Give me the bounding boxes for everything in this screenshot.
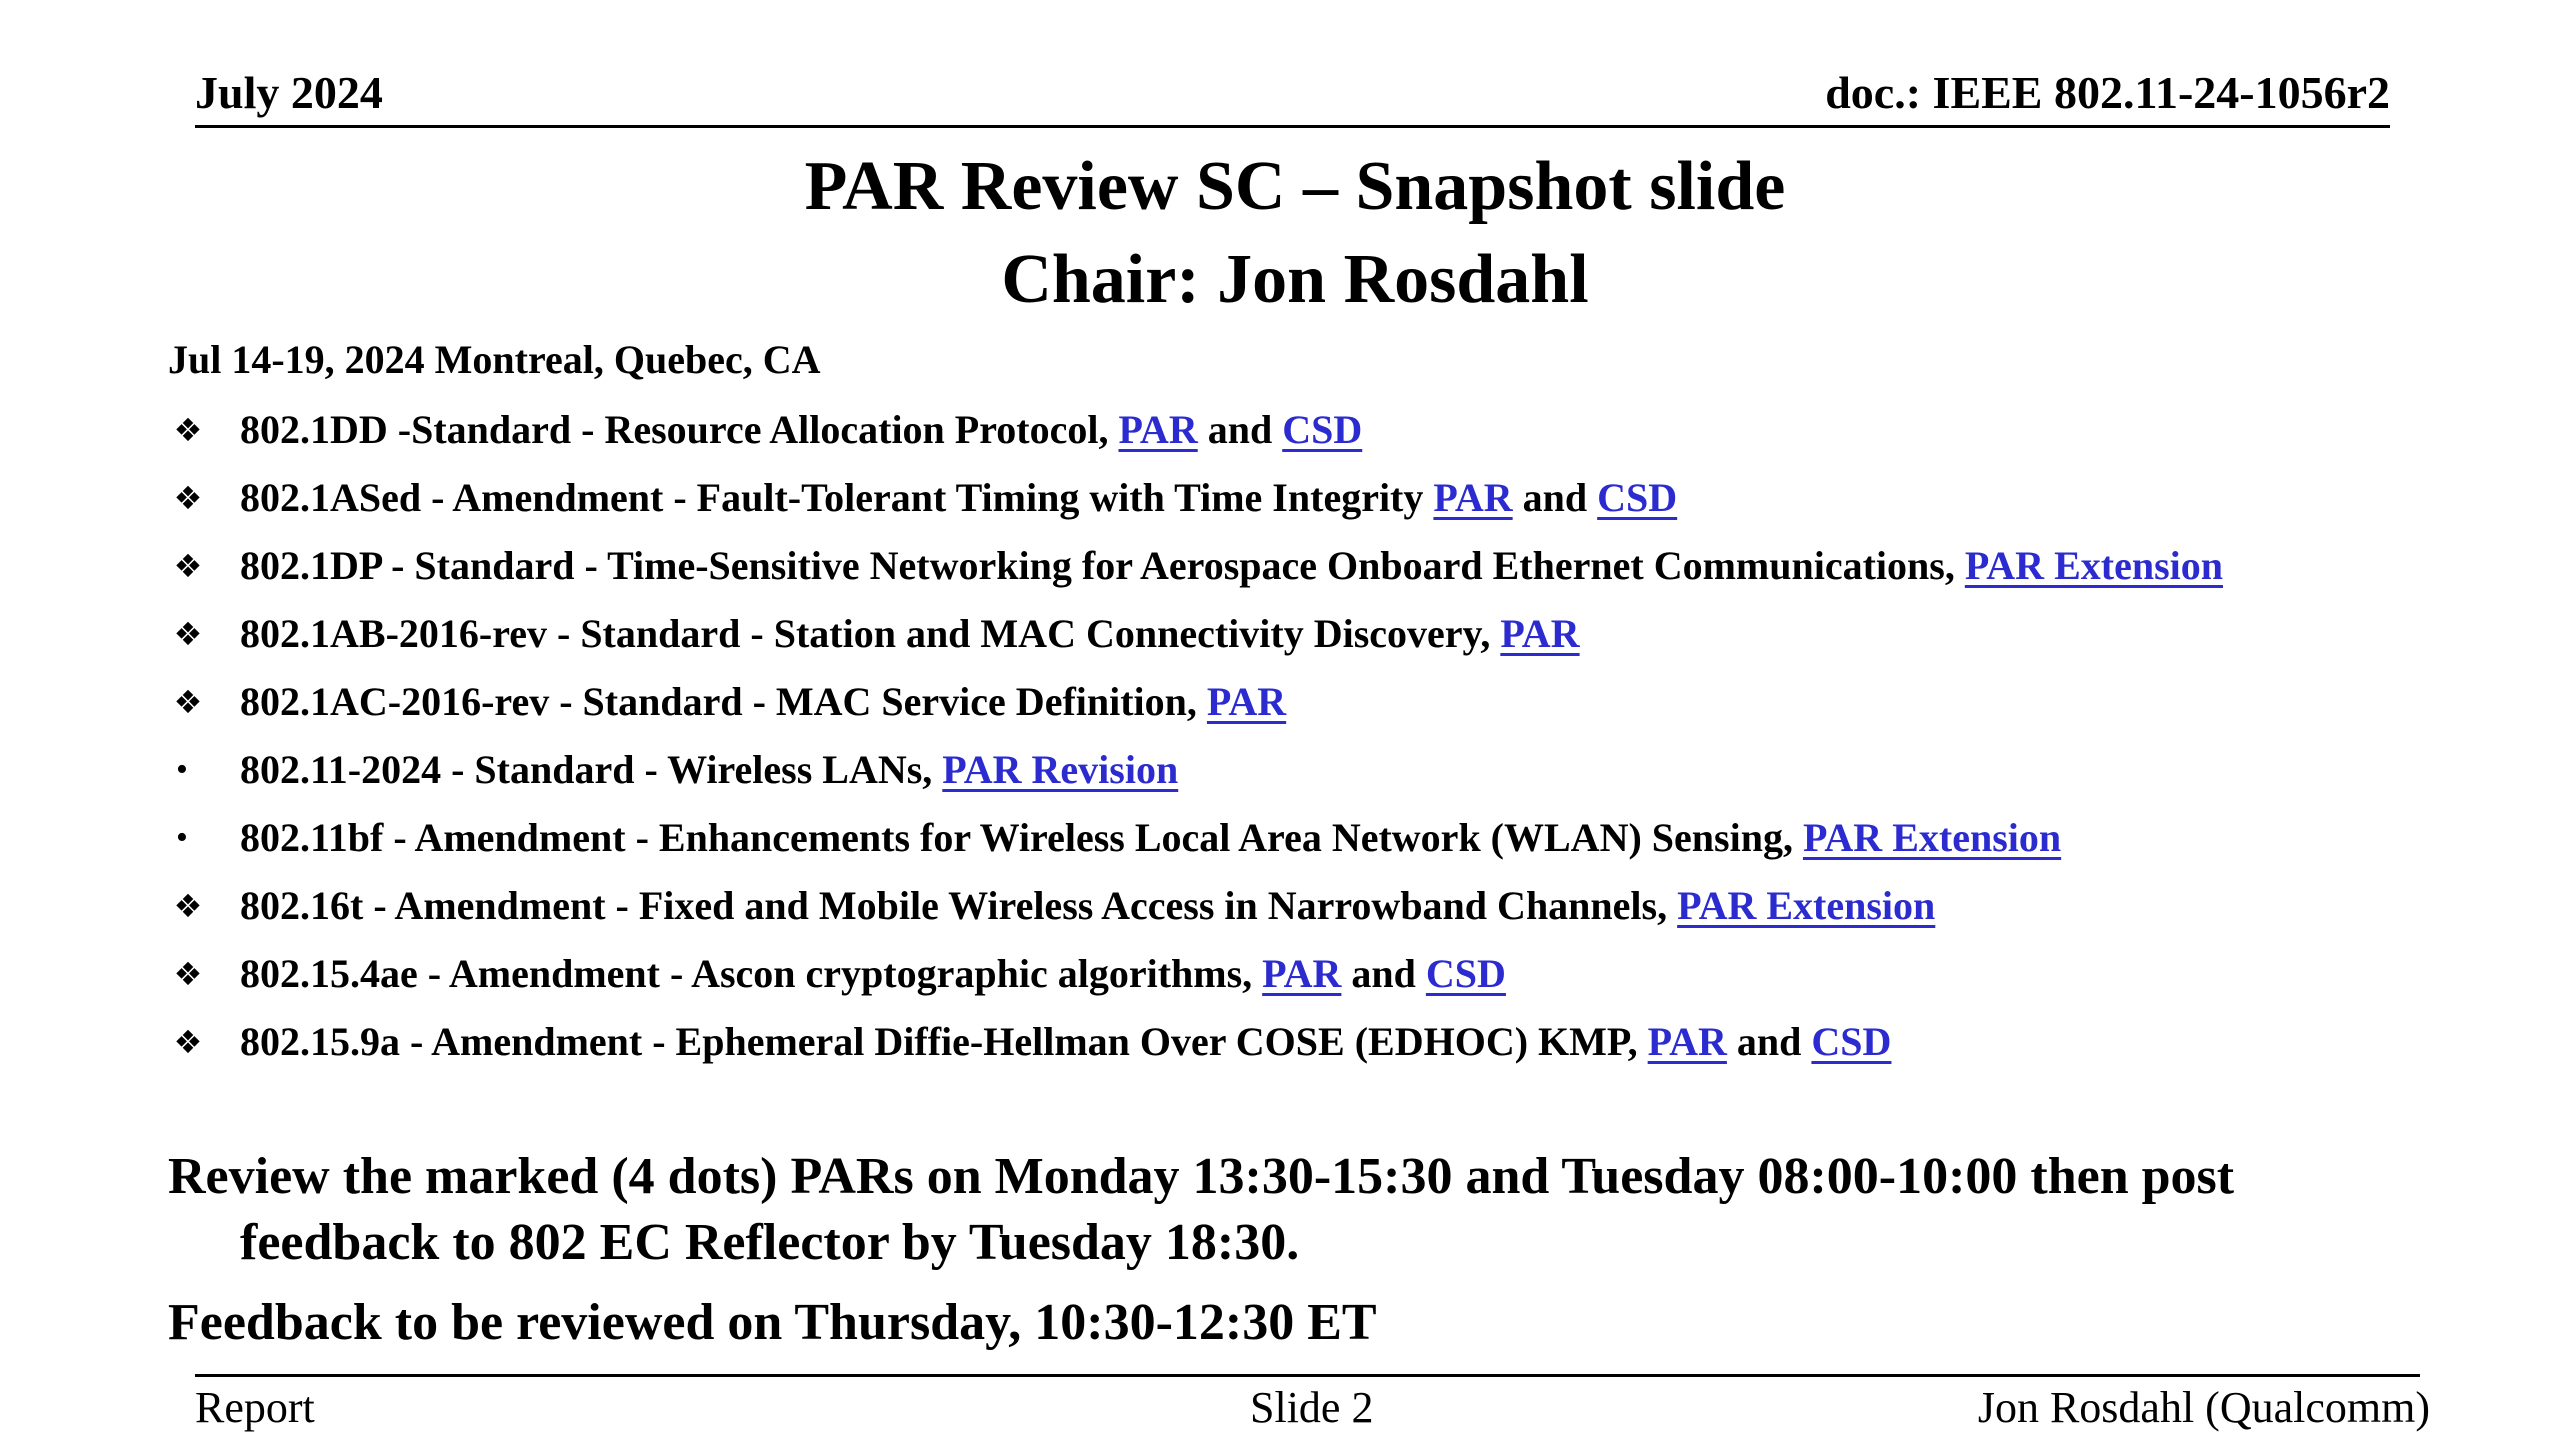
par-revision-link[interactable]: PAR Revision [942, 747, 1179, 792]
par-item [168, 804, 2428, 872]
csd-link[interactable]: CSD [1597, 475, 1678, 520]
diamond-bullet-icon: ❖ [173, 683, 203, 721]
par-item-text: 802.16t - Amendment - Fixed and Mobile Wireless Access in Narrowband Channels, [240, 883, 1678, 928]
slide-body [168, 330, 2428, 1356]
par-extension-link[interactable]: PAR Extension [1677, 883, 1936, 928]
diamond-bullet-icon: ❖ [173, 955, 203, 993]
csd-link[interactable]: CSD [1425, 951, 1506, 996]
slide-title [0, 140, 2560, 326]
par-item-text: 802.15.9a - Amendment - Ephemeral Diffie-Hellman Over COSE (EDHOC) KMP, [240, 1019, 1648, 1064]
par-link[interactable]: PAR [1433, 475, 1513, 520]
par-item-text: 802.11bf - Amendment - Enhancements for Wireless Local Area Network (WLAN) Sensing, [240, 815, 1803, 860]
par-item-separator: and [1341, 951, 1426, 996]
diamond-bullet-icon: ❖ [173, 615, 203, 653]
slide-title-line-1: PAR Review SC – Snapshot slide [804, 148, 1786, 225]
footer-slide-number: Slide 2 [1250, 1383, 1374, 1432]
header-date: July 2024 [195, 67, 383, 118]
footer-report: Report [195, 1383, 315, 1432]
feedback-schedule: Feedback to be reviewed on Thursday, 10:30-12:30 ET [168, 1294, 1377, 1351]
par-item-text: 802.1AC-2016-rev - Standard - MAC Service Definition, [240, 679, 1207, 724]
header-divider [195, 125, 2390, 128]
par-item [168, 668, 2428, 736]
diamond-bullet-icon: ❖ [173, 547, 203, 585]
dot-bullet-icon: • [176, 751, 188, 788]
review-instructions: Review the marked (4 dots) PARs on Monday 13:30-15:30 and Tuesday 08:00-10:00 then post feedback to 802 EC Reflector by Tuesday 18:30. [168, 1148, 2235, 1271]
diamond-bullet-icon: ❖ [173, 411, 203, 449]
par-item [168, 736, 2428, 804]
dot-bullet-icon: • [176, 819, 188, 856]
par-link[interactable]: PAR [1647, 1019, 1727, 1064]
par-item [168, 600, 2428, 668]
par-item-separator: and [1512, 475, 1598, 520]
par-extension-link[interactable]: PAR Extension [1964, 543, 2223, 588]
csd-link[interactable]: CSD [1282, 407, 1363, 452]
par-item [168, 872, 2428, 940]
header-doc-id: doc.: IEEE 802.11-24-1056r2 [1825, 67, 2390, 118]
par-item-separator: and [1726, 1019, 1812, 1064]
par-item-text: 802.1DP - Standard - Time-Sensitive Networking for Aerospace Onboard Ethernet Communications, [240, 543, 1965, 588]
par-item-text: 802.1ASed - Amendment - Fault-Tolerant Timing with Time Integrity [240, 475, 1434, 520]
diamond-bullet-icon: ❖ [173, 887, 203, 925]
par-link[interactable]: PAR [1118, 407, 1198, 452]
par-item [168, 1008, 2428, 1076]
par-link[interactable]: PAR [1262, 951, 1342, 996]
diamond-bullet-icon: ❖ [173, 479, 203, 517]
par-item [168, 532, 2428, 600]
par-item-text: 802.1AB-2016-rev - Standard - Station and MAC Connectivity Discovery, [240, 611, 1501, 656]
par-item-text: 802.1DD -Standard - Resource Allocation Protocol, [240, 407, 1119, 452]
par-link[interactable]: PAR [1500, 611, 1580, 656]
diamond-bullet-icon: ❖ [173, 1023, 203, 1061]
par-item [168, 396, 2428, 464]
par-item-text: 802.11-2024 - Standard - Wireless LANs, [240, 747, 943, 792]
footer-author: Jon Rosdahl (Qualcomm) [1977, 1383, 2430, 1432]
par-link[interactable]: PAR [1206, 679, 1287, 724]
slide-title-line-2: Chair: Jon Rosdahl [1001, 241, 1589, 318]
par-item-separator: and [1197, 407, 1283, 452]
csd-link[interactable]: CSD [1811, 1019, 1892, 1064]
par-item [168, 940, 2428, 1008]
par-item-text: 802.15.4ae - Amendment - Ascon cryptographic algorithms, [240, 951, 1263, 996]
meeting-info: Jul 14-19, 2024 Montreal, Quebec, CA [168, 337, 821, 382]
footer-divider [195, 1374, 2420, 1377]
par-item [168, 464, 2428, 532]
par-extension-link[interactable]: PAR Extension [1802, 815, 2062, 860]
par-list [168, 396, 2428, 1076]
